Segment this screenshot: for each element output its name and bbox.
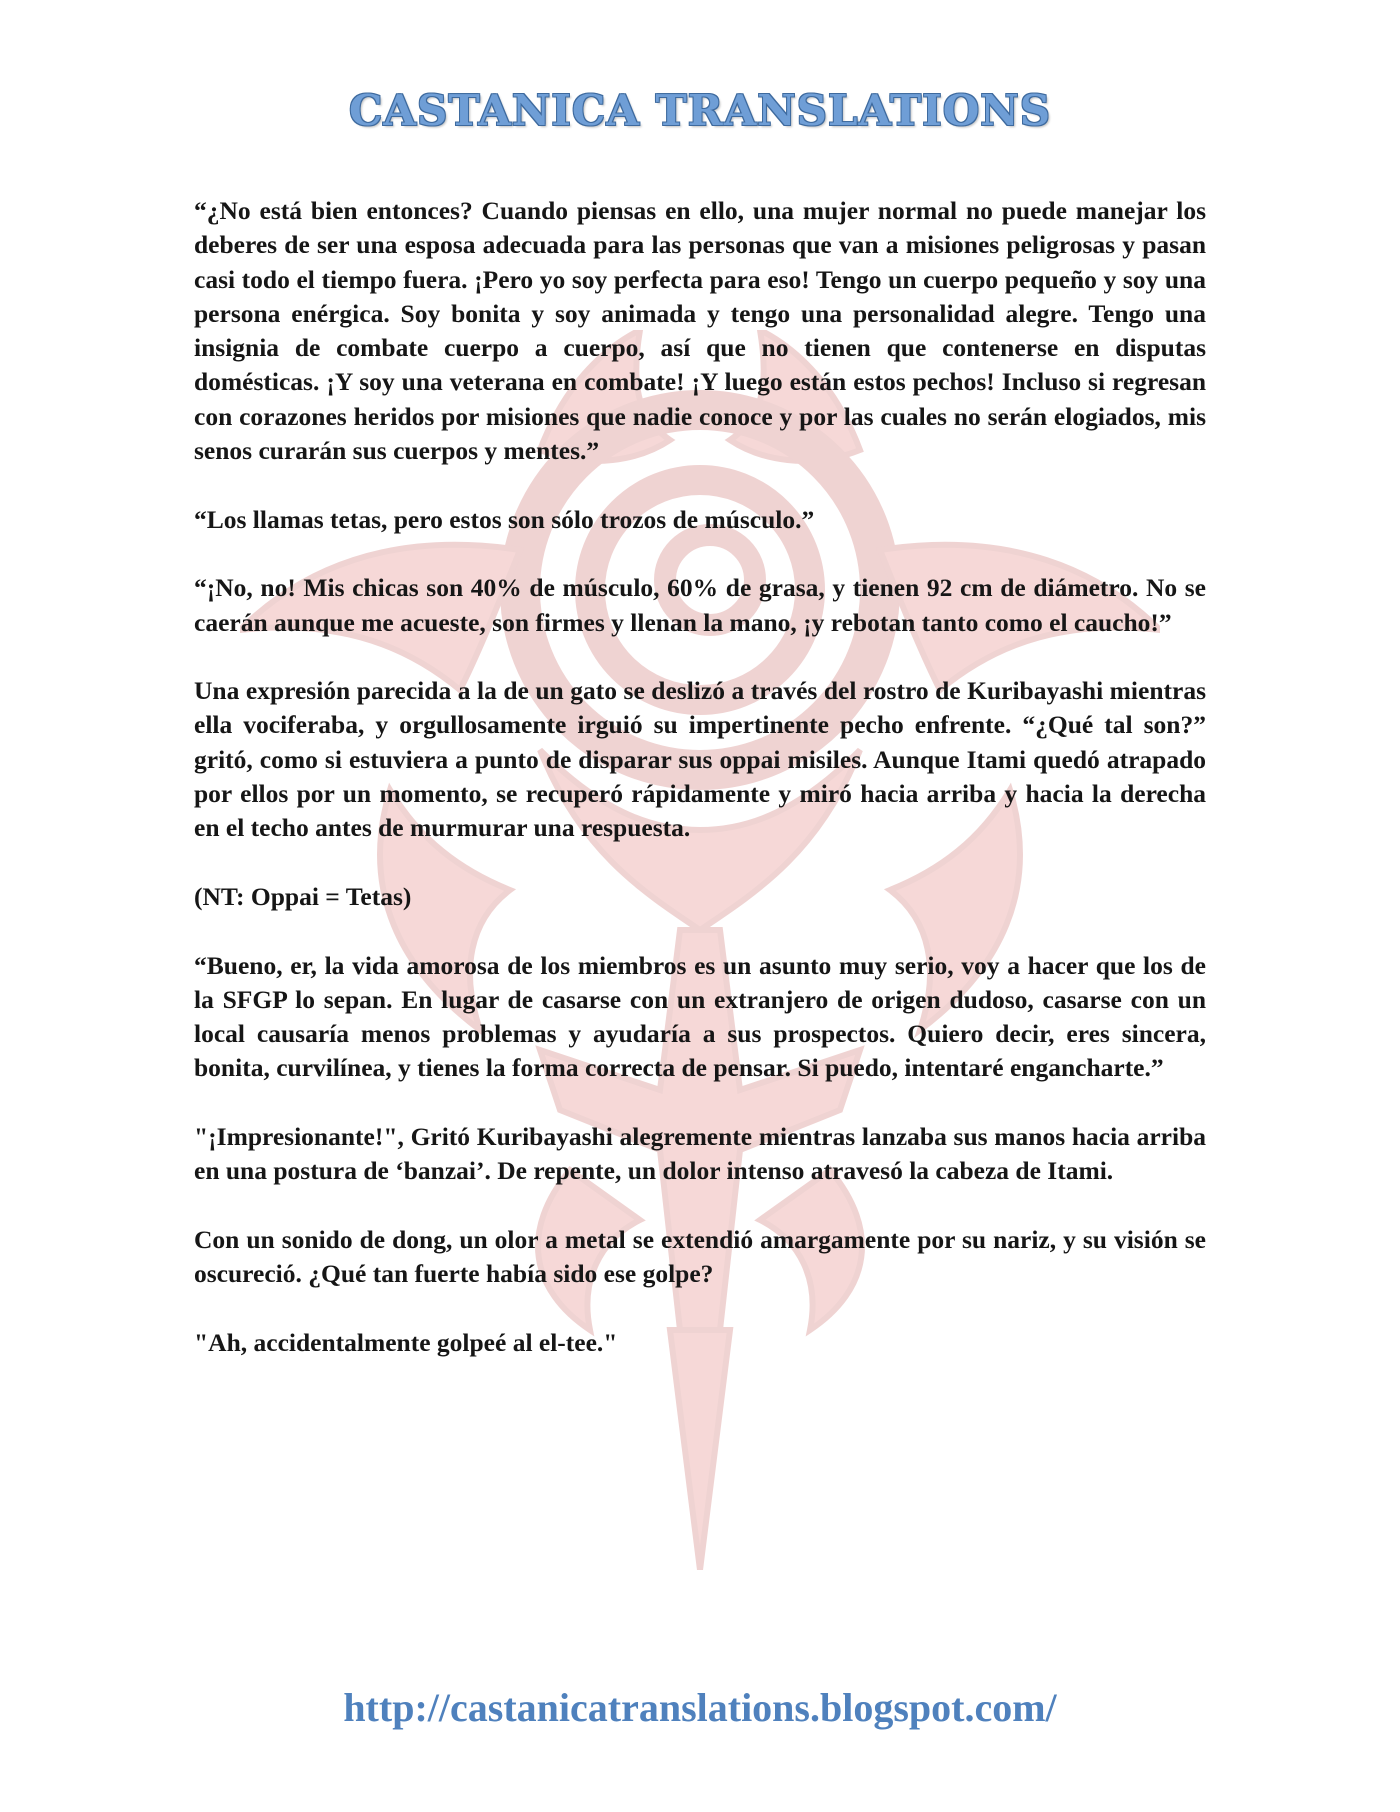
paragraph: Una expresión parecida a la de un gato se deslizó a través del rostro de Kuribayashi mientras ella vociferaba, y orgullosamente irguió su impertinente pecho enfrente. “¿Qué tal son?” gritó, como si estuviera a punto de disparar sus oppai misiles. Aunque Itami quedó atrapado por ellos por un momento, se recuperó rápidamente y miró hacia arriba y hacia la derecha en el techo antes de murmurar una respuesta. [194, 676, 1206, 843]
paragraph: “Los llamas tetas, pero estos son sólo trozos de músculo.” [194, 504, 815, 534]
site-title: CASTANICA TRANSLATIONS [348, 86, 1052, 135]
paragraph: “¿No está bien entonces? Cuando piensas en ello, una mujer normal no puede manejar los deberes de ser una esposa adecuada para las personas que van a misiones peligrosas y pasan casi todo el tiempo fuera. ¡Pero yo soy perfecta para eso! Tengo un cuerpo pequeño y soy una persona enérgica. Soy bonita y soy animada y tengo una personalidad alegre. Tengo una insignia de combate cuerpo a cuerpo, así que no tienen que contenerse en disputas domésticas. ¡Y soy una veterana en combate! ¡Y luego están estos pechos! Incluso si regresan con corazones heridos por misiones que nadie conoce y por las cuales no serán elogiados, mis senos curarán sus cuerpos y mentes.” [194, 196, 1206, 466]
paragraph: “¡No, no! Mis chicas son 40% de músculo, 60% de grasa, y tienen 92 cm de diámetro. No se caerán aunque me acueste, son firmes y llenan la mano, ¡y rebotan tanto como el caucho!” [194, 573, 1206, 637]
paragraph: “Bueno, er, la vida amorosa de los miembros es un asunto muy serio, voy a hacer que los de la SFGP lo sepan. En lugar de casarse con un extranjero de origen dudoso, casarse con un local causaría menos problemas y ayudaría a sus prospectos. Quiero decir, eres sincera, bonita, curvilínea, y tienes la forma correcta de pensar. Si puedo, intentaré engancharte.” [194, 950, 1206, 1083]
paragraph: "¡Impresionante!", Gritó Kuribayashi alegremente mientras lanzaba sus manos hacia arriba en una postura de ‘banzai’. De repente, un dolor intenso atravesó la cabeza de Itami. [194, 1122, 1206, 1186]
paragraph: "Ah, accidentalmente golpeé al el-tee." [194, 1327, 618, 1357]
blog-url-link[interactable]: http://castanicatranslations.blogspot.com/ [343, 1685, 1057, 1730]
document-body [194, 194, 1206, 1394]
paragraph: Con un sonido de dong, un olor a metal se extendió amargamente por su nariz, y su visión se oscureció. ¿Qué tan fuerte había sido ese golpe? [194, 1224, 1206, 1289]
paragraph: (NT: Oppai = Tetas) [194, 881, 412, 911]
